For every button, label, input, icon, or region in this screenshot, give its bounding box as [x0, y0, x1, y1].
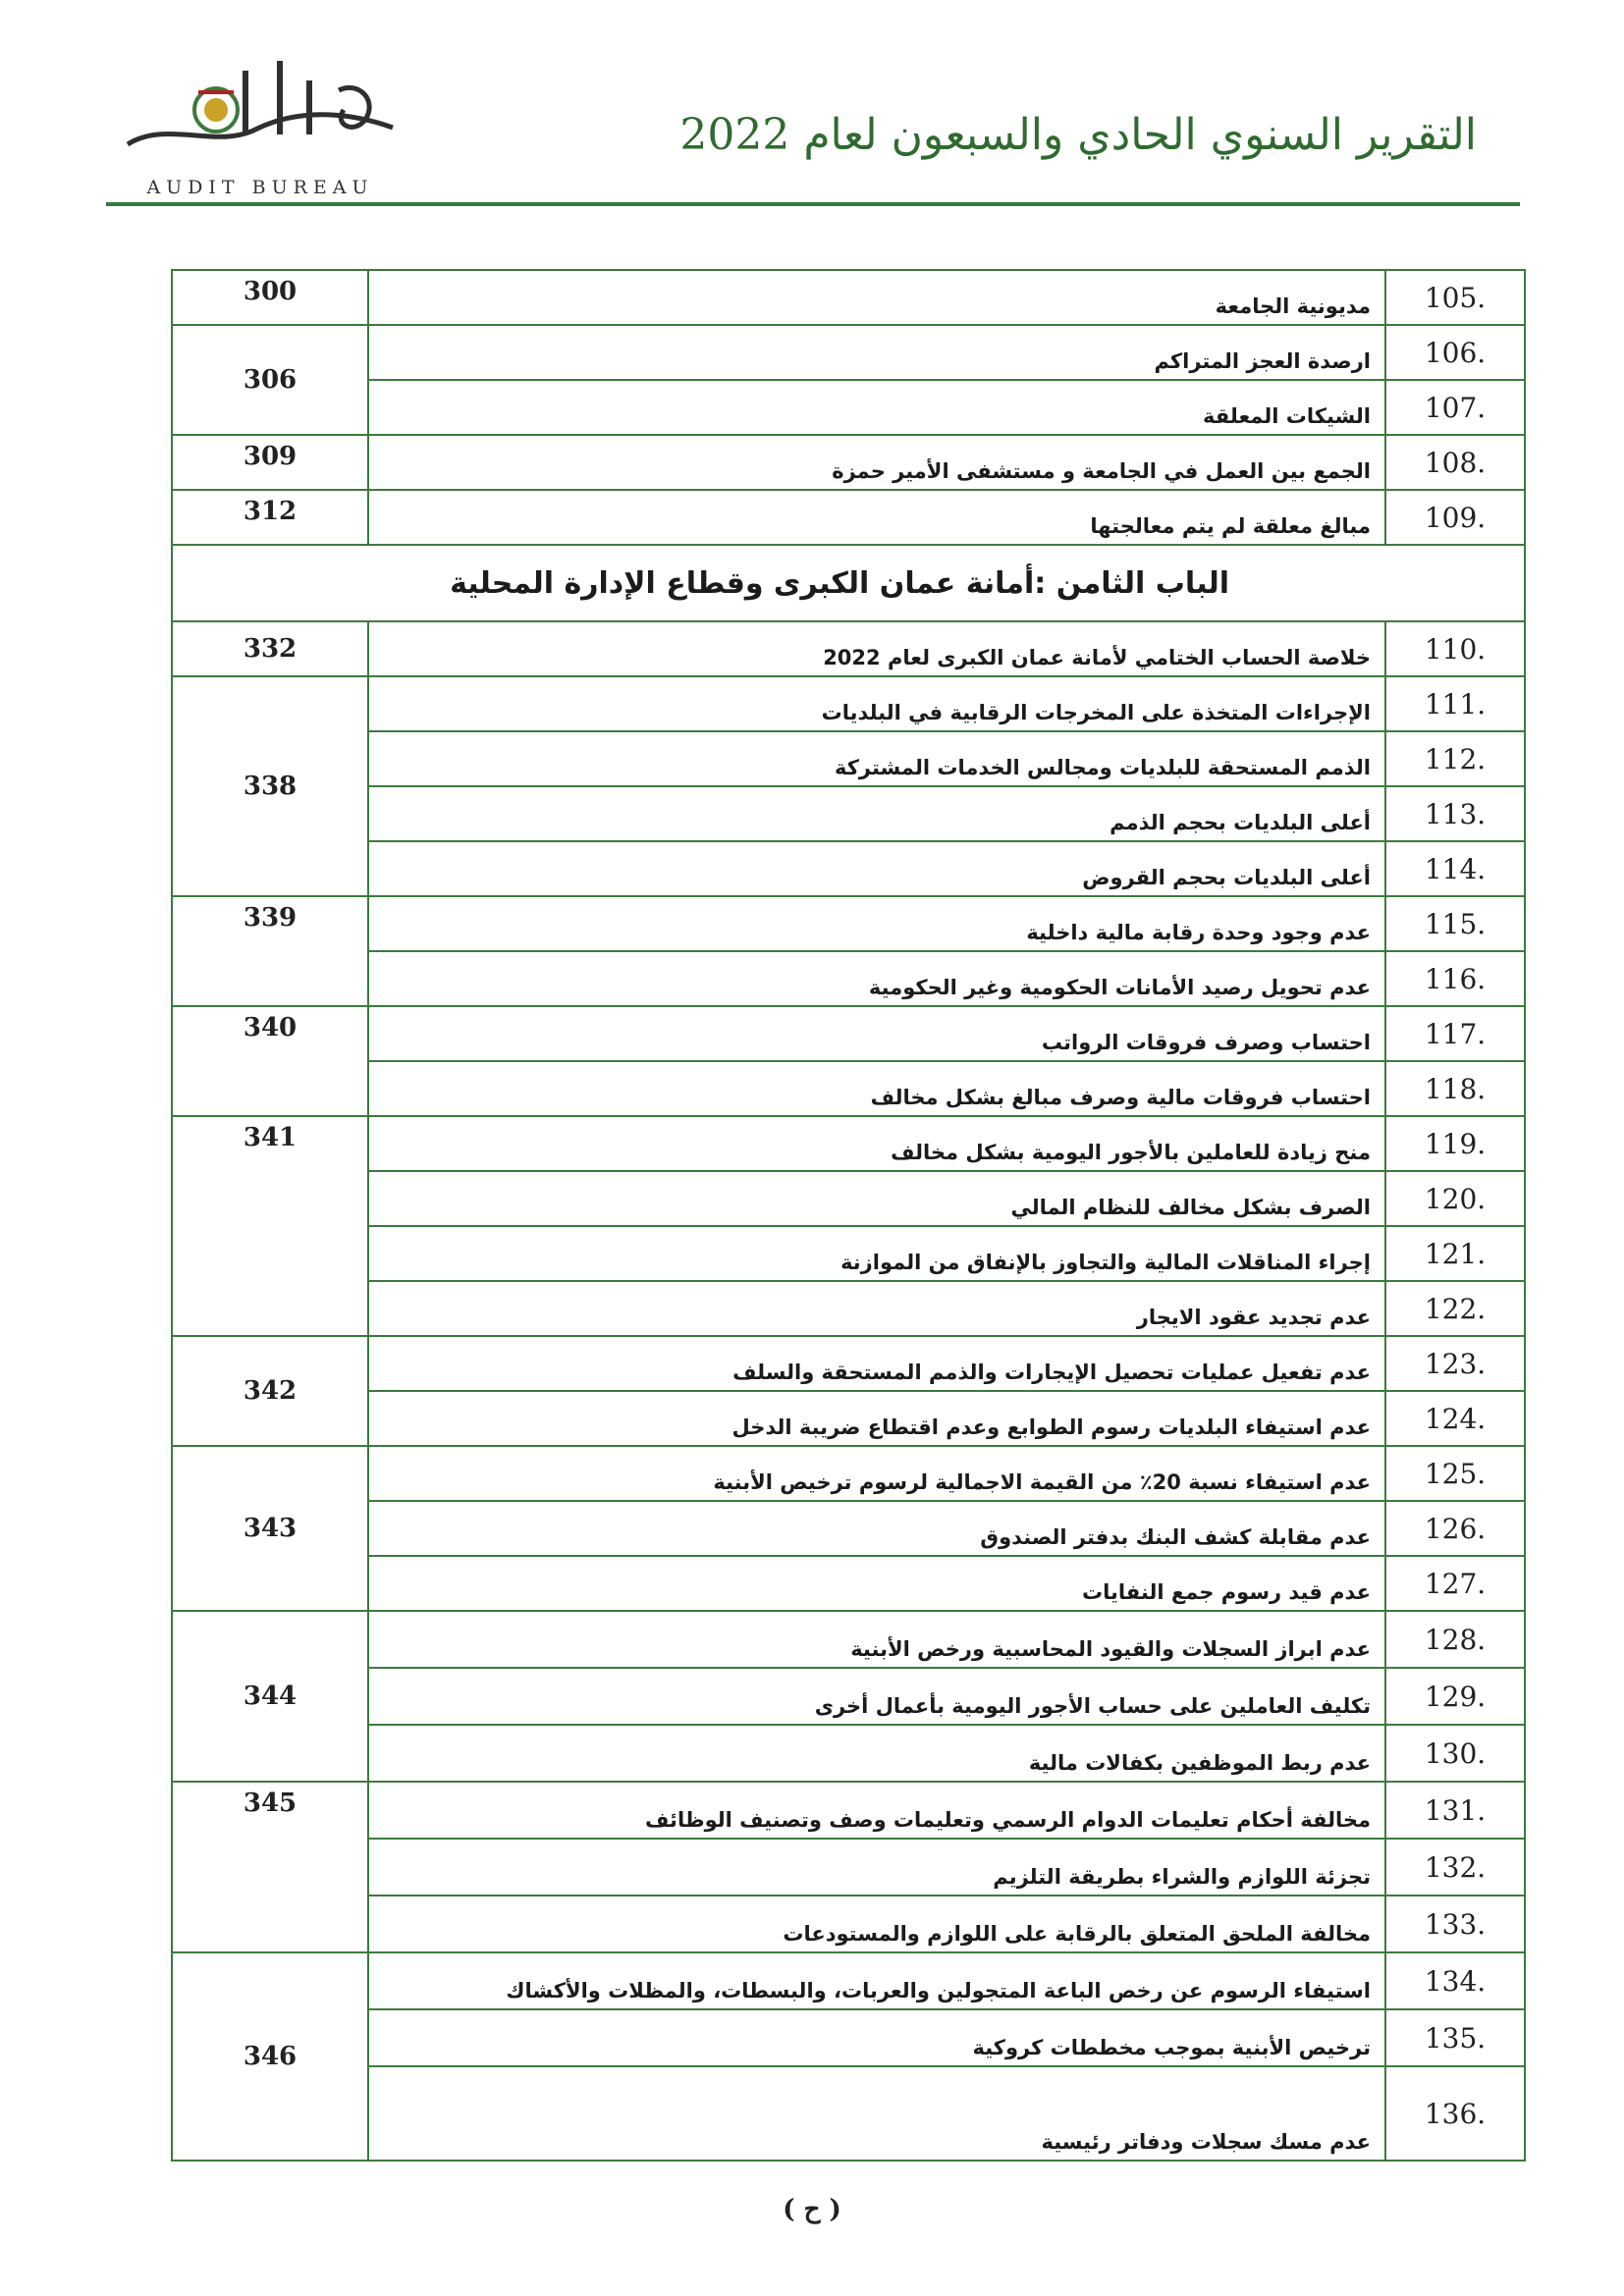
item-number: 107.	[1385, 380, 1525, 435]
item-number: 130.	[1385, 1725, 1525, 1782]
item-title[interactable]: تجزئة اللوازم والشراء بطريقة التلزيم	[368, 1839, 1385, 1896]
item-title[interactable]: منح زيادة للعاملين بالأجور اليومية بشكل مخالف	[368, 1116, 1385, 1171]
item-number: 124.	[1385, 1391, 1525, 1446]
item-number: 128.	[1385, 1611, 1525, 1668]
section-row	[172, 545, 1525, 621]
item-title[interactable]: مخالفة أحكام تعليمات الدوام الرسمي وتعليمات وصف وتصنيف الوظائف	[368, 1782, 1385, 1839]
item-title[interactable]: عدم تحويل رصيد الأمانات الحكومية وغير الحكومية	[368, 951, 1385, 1006]
table-row	[172, 1782, 1525, 1839]
item-title[interactable]: عدم ابراز السجلات والقيود المحاسبية ورخص الأبنية	[368, 1611, 1385, 1668]
item-number: 126.	[1385, 1501, 1525, 1556]
logo-subtitle: AUDIT BUREAU	[146, 177, 374, 198]
item-number: 116.	[1385, 951, 1525, 1006]
table-row	[172, 1391, 1525, 1446]
item-number: 117.	[1385, 1006, 1525, 1061]
table-row	[172, 1006, 1525, 1061]
page-number: 345	[172, 1782, 368, 1952]
item-title[interactable]: ترخيص الأبنية بموجب مخططات كروكية	[368, 2009, 1385, 2066]
item-title[interactable]: الإجراءات المتخذة على المخرجات الرقابية في البلديات	[368, 676, 1385, 731]
table-row	[172, 676, 1525, 731]
item-title[interactable]: الجمع بين العمل في الجامعة و مستشفى الأمير حمزة	[368, 435, 1385, 490]
page-number: 344	[172, 1611, 368, 1782]
page-number: 346	[172, 1952, 368, 2161]
item-number: 118.	[1385, 1061, 1525, 1116]
table-row	[172, 1556, 1525, 1611]
table-row	[172, 1446, 1525, 1501]
item-title[interactable]: عدم تفعيل عمليات تحصيل الإيجارات والذمم المستحقة والسلف	[368, 1336, 1385, 1391]
item-title[interactable]: عدم استيفاء البلديات رسوم الطوابع وعدم اقتطاع ضريبة الدخل	[368, 1391, 1385, 1446]
contents-table	[171, 269, 1526, 2162]
table-row	[172, 951, 1525, 1006]
item-number: 108.	[1385, 435, 1525, 490]
item-number: 114.	[1385, 841, 1525, 896]
item-number: 119.	[1385, 1116, 1525, 1171]
item-title[interactable]: تكليف العاملين على حساب الأجور اليومية بأعمال أخرى	[368, 1668, 1385, 1725]
item-title[interactable]: عدم قيد رسوم جمع النفايات	[368, 1556, 1385, 1611]
audit-bureau-logo	[108, 51, 432, 198]
item-title[interactable]: خلاصة الحساب الختامي لأمانة عمان الكبرى لعام 2022	[368, 621, 1385, 676]
item-title[interactable]: ارصدة العجز المتراكم	[368, 325, 1385, 380]
table-row	[172, 1336, 1525, 1391]
item-number: 113.	[1385, 786, 1525, 841]
report-title: التقرير السنوي الحادي والسبعون لعام 2022	[679, 110, 1477, 160]
item-number: 131.	[1385, 1782, 1525, 1839]
item-title[interactable]: عدم مقابلة كشف البنك بدفتر الصندوق	[368, 1501, 1385, 1556]
item-number: 122.	[1385, 1281, 1525, 1336]
item-number: 111.	[1385, 676, 1525, 731]
section-heading: الباب الثامن :أمانة عمان الكبرى وقطاع الإدارة المحلية	[172, 545, 1525, 621]
page-number: 306	[172, 325, 368, 435]
page-number: 341	[172, 1116, 368, 1336]
item-number: 134.	[1385, 1952, 1525, 2009]
table-row	[172, 435, 1525, 490]
table-row	[172, 786, 1525, 841]
page-footer-label: ( ح )	[783, 2195, 841, 2224]
table-row	[172, 1725, 1525, 1782]
header-divider	[106, 202, 1520, 206]
table-row	[172, 621, 1525, 676]
item-number: 112.	[1385, 731, 1525, 786]
page-number: 309	[172, 435, 368, 490]
item-number: 125.	[1385, 1446, 1525, 1501]
item-number: 110.	[1385, 621, 1525, 676]
table-row	[172, 1171, 1525, 1226]
page-number: 338	[172, 676, 368, 896]
page-number: 340	[172, 1006, 368, 1116]
table-row	[172, 896, 1525, 951]
page-number: 312	[172, 490, 368, 545]
table-row	[172, 1896, 1525, 1952]
item-title[interactable]: استيفاء الرسوم عن رخص الباعة المتجولين والعربات، والبسطات، والمظلات والأكشاك	[368, 1952, 1385, 2009]
table-row	[172, 2009, 1525, 2066]
page-number: 300	[172, 270, 368, 325]
item-title[interactable]: عدم وجود وحدة رقابة مالية داخلية	[368, 896, 1385, 951]
item-title[interactable]: احتساب فروقات مالية وصرف مبالغ بشكل مخالف	[368, 1061, 1385, 1116]
item-number: 135.	[1385, 2009, 1525, 2066]
item-title[interactable]: الصرف بشكل مخالف للنظام المالي	[368, 1171, 1385, 1226]
table-row	[172, 490, 1525, 545]
item-title[interactable]: الشيكات المعلقة	[368, 380, 1385, 435]
table-row	[172, 1611, 1525, 1668]
page-number: 332	[172, 621, 368, 676]
table-row	[172, 1501, 1525, 1556]
table-row	[172, 1116, 1525, 1171]
item-number: 136.	[1385, 2066, 1525, 2161]
item-number: 127.	[1385, 1556, 1525, 1611]
item-title[interactable]: أعلى البلديات بحجم القروض	[368, 841, 1385, 896]
table-row	[172, 1839, 1525, 1896]
table-row	[172, 1226, 1525, 1281]
item-number: 115.	[1385, 896, 1525, 951]
item-title[interactable]: عدم ربط الموظفين بكفالات مالية	[368, 1725, 1385, 1782]
table-row	[172, 1668, 1525, 1725]
table-row	[172, 270, 1525, 325]
item-title[interactable]: أعلى البلديات بحجم الذمم	[368, 786, 1385, 841]
logo-emblem-icon	[108, 51, 412, 169]
page-number: 342	[172, 1336, 368, 1446]
item-title[interactable]: مديونية الجامعة	[368, 270, 1385, 325]
table-row	[172, 841, 1525, 896]
page-number: 343	[172, 1446, 368, 1611]
item-title[interactable]: الذمم المستحقة للبلديات ومجالس الخدمات المشتركة	[368, 731, 1385, 786]
table-row	[172, 1281, 1525, 1336]
item-number: 121.	[1385, 1226, 1525, 1281]
table-row	[172, 2066, 1525, 2161]
table-row	[172, 1952, 1525, 2009]
item-title[interactable]: مخالفة الملحق المتعلق بالرقابة على اللوازم والمستودعات	[368, 1896, 1385, 1952]
table-row	[172, 1061, 1525, 1116]
item-number: 123.	[1385, 1336, 1525, 1391]
item-number: 120.	[1385, 1171, 1525, 1226]
item-number: 106.	[1385, 325, 1525, 380]
item-number: 132.	[1385, 1839, 1525, 1896]
page-number: 339	[172, 896, 368, 1006]
item-title[interactable]: إجراء المناقلات المالية والتجاوز بالإنفاق من الموازنة	[368, 1226, 1385, 1281]
table-row	[172, 380, 1525, 435]
table-row	[172, 325, 1525, 380]
item-number: 133.	[1385, 1896, 1525, 1952]
item-title[interactable]: احتساب وصرف فروقات الرواتب	[368, 1006, 1385, 1061]
item-number: 109.	[1385, 490, 1525, 545]
item-title[interactable]: مبالغ معلقة لم يتم معالجتها	[368, 490, 1385, 545]
table-row	[172, 731, 1525, 786]
item-title[interactable]: عدم مسك سجلات ودفاتر رئيسية	[368, 2066, 1385, 2161]
item-title[interactable]: عدم تجديد عقود الايجار	[368, 1281, 1385, 1336]
item-number: 129.	[1385, 1668, 1525, 1725]
item-title[interactable]: عدم استيفاء نسبة 20٪ من القيمة الاجمالية لرسوم ترخيص الأبنية	[368, 1446, 1385, 1501]
item-number: 105.	[1385, 270, 1525, 325]
